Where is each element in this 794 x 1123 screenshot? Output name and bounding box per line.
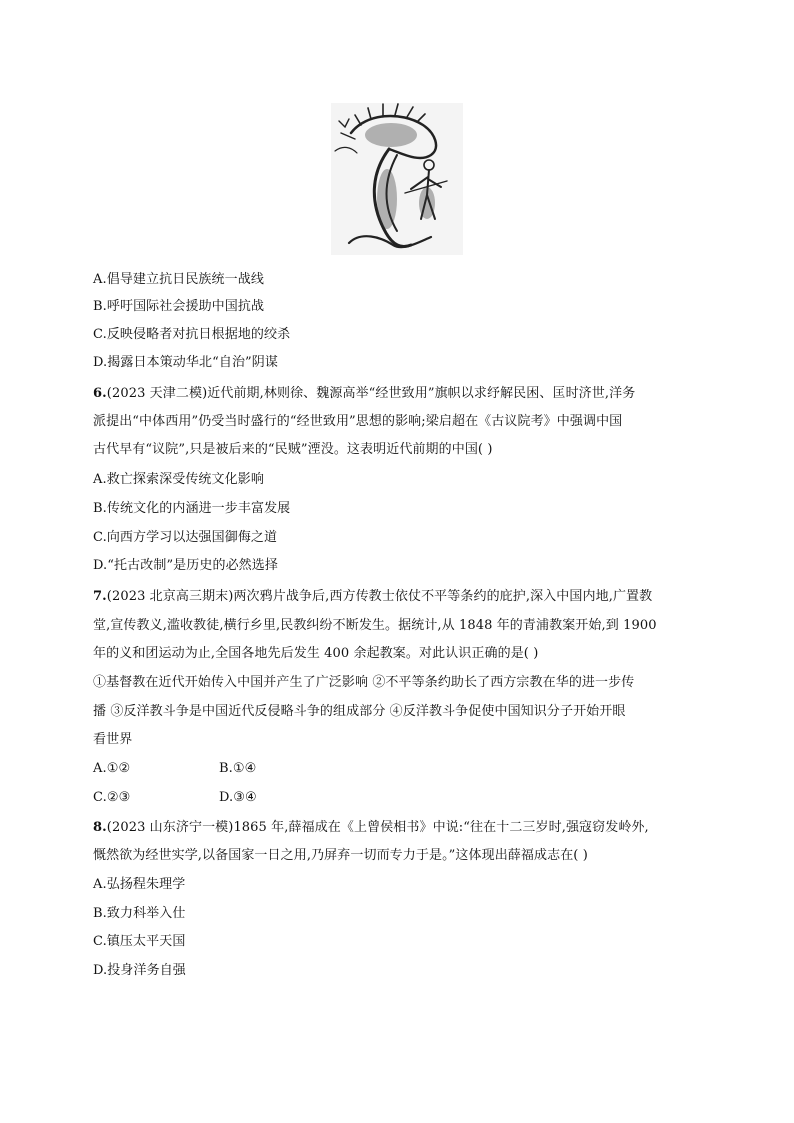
q6-option-d: D.“托古改制”是历史的必然选择 [93, 558, 278, 573]
q8-text-1: (2023 山东济宁一模)1865 年,薛福成在《上曾侯相书》中说:“往在十二三岁时,强寇窃发岭外, [106, 820, 649, 835]
q6-option-c: C.向西方学习以达强国御侮之道 [93, 530, 278, 545]
q7-option-b: B.①④ [219, 761, 257, 776]
q8-option-a: A.弘扬程朱理学 [93, 877, 186, 892]
q5-option-a: A.倡导建立抗日民族统一战线 [93, 272, 264, 287]
cartoon-illustration [331, 103, 463, 255]
q6-stem-line-1 [93, 385, 635, 403]
q7-text-1: (2023 北京高三期末)两次鸦片战争后,西方传教士依仗不平等条约的庇护,深入中国内地,广置教 [106, 589, 653, 604]
q8-option-d: D.投身洋务自强 [93, 963, 186, 978]
q7-number: 7. [93, 589, 107, 604]
q7-statements-line-1: ①基督教在近代开始传入中国并产生了广泛影响 ②不平等条约助长了西方宗教在华的进一步传 [93, 675, 635, 690]
q7-statements-line-2: 播 ③反洋教斗争是中国近代反侵略斗争的组成部分 ④反洋教斗争促使中国知识分子开始开眼 [93, 704, 626, 719]
q7-stem-line-2: 堂,宣传教义,滥收教徒,横行乡里,民教纠纷不断发生。据统计,从 1848 年的青浦教案开始,到 1900 [93, 618, 657, 633]
q8-stem-line-2: 慨然欲为经世实学,以备国家一日之用,乃屏弃一切而专力于是。”这体现出薛福成志在( ) [93, 848, 588, 863]
q7-option-d: D.③④ [219, 790, 257, 805]
q7-options-row-2 [93, 789, 257, 807]
q7-stem-line-3: 年的义和团运动为止,全国各地先后发生 400 余起教案。对此认识正确的是( ) [93, 646, 539, 661]
q8-number: 8. [93, 820, 107, 835]
q8-stem-line-1 [93, 819, 649, 837]
q7-statements-line-3: 看世界 [93, 732, 133, 747]
q8-option-c: C.镇压太平天国 [93, 934, 186, 949]
q5-option-b: B.呼吁国际社会援助中国抗战 [93, 299, 265, 314]
q7-option-c: C.②③ [93, 790, 131, 805]
q7-options-row-1 [93, 760, 257, 778]
q5-option-d: D.揭露日本策动华北“自治”阴谋 [93, 355, 278, 370]
q5-option-c: C.反映侵略者对抗日根据地的绞杀 [93, 327, 291, 342]
q8-option-b: B.致力科举入仕 [93, 906, 186, 921]
q7-stem-line-1 [93, 588, 652, 606]
q6-option-b: B.传统文化的内涵进一步丰富发展 [93, 501, 291, 516]
q6-stem-line-2: 派提出“中体西用”仍受当时盛行的“经世致用”思想的影响;梁启超在《古议院考》中强调中国 [93, 414, 623, 429]
q6-option-a: A.救亡探索深受传统文化影响 [93, 472, 264, 487]
q6-stem-line-3: 古代早有“议院”,只是被后来的“民贼”湮没。这表明近代前期的中国( ) [93, 442, 493, 457]
q6-text-1: (2023 天津二模)近代前期,林则徐、魏源高举“经世致用”旗帜以求纾解民困、匡时济世,洋务 [106, 386, 636, 401]
q7-option-a: A.①② [93, 761, 131, 776]
q6-number: 6. [93, 386, 107, 401]
